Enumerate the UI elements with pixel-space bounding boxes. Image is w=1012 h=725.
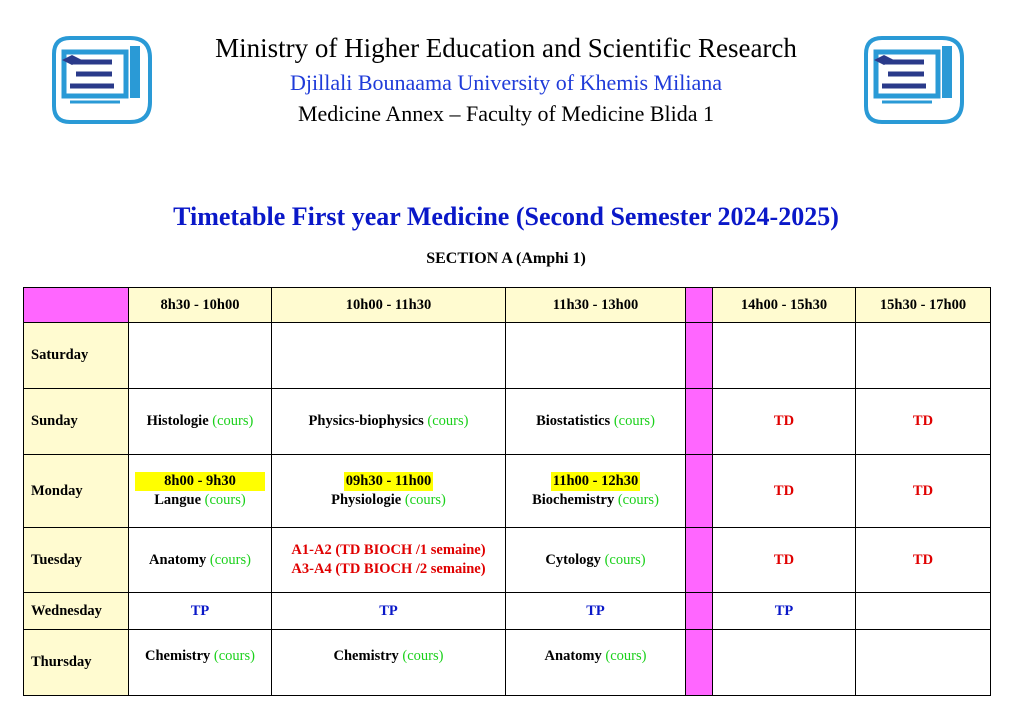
university-heading: Djillali Bounaama University of Khemis Miliana [290, 70, 722, 95]
tp-cell: TP [272, 593, 506, 630]
break-cell [686, 528, 713, 593]
table-cell [272, 630, 506, 696]
td-cell: TD [856, 389, 991, 455]
course-name: Cytology [545, 551, 601, 568]
course-name: Physiologie [331, 492, 402, 508]
td-cell: TD [856, 528, 991, 593]
table-cell [272, 528, 506, 593]
tp-cell: TP [129, 593, 272, 630]
slot-header: 14h00 - 15h30 [713, 288, 856, 323]
course-name: Anatomy [544, 648, 602, 664]
table-cell [506, 630, 686, 696]
course-name: Physics-biophysics [308, 413, 424, 429]
tp-cell: TP [506, 593, 686, 630]
course-tag: (cours) [604, 551, 646, 568]
time-highlight: 8h00 - 9h30 [135, 472, 265, 491]
timetable [23, 287, 991, 696]
course-name: Biostatistics [536, 413, 611, 429]
day-label: Tuesday [24, 528, 129, 593]
course-tag: (cours) [204, 492, 246, 508]
table-cell [129, 528, 272, 593]
table-cell [713, 323, 856, 389]
course-tag: (cours) [617, 492, 659, 508]
td-group-line: A1-A2 (TD BIOCH /1 semaine) [291, 542, 486, 558]
table-cell [856, 323, 991, 389]
td-cell: TD [856, 455, 991, 528]
day-label: Thursday [24, 630, 129, 696]
break-cell [686, 630, 713, 696]
table-cell [713, 630, 856, 696]
td-cell: TD [713, 455, 856, 528]
break-cell [686, 323, 713, 389]
course-name: Chemistry [145, 648, 211, 664]
day-label: Wednesday [24, 593, 129, 630]
course-tag: (cours) [213, 648, 255, 664]
course-tag: (cours) [613, 413, 655, 429]
table-cell [129, 323, 272, 389]
table-row-saturday [24, 323, 991, 389]
corner-cell [24, 288, 129, 323]
table-row-tuesday [24, 528, 991, 593]
course-name: Histologie [146, 413, 209, 429]
table-cell [506, 323, 686, 389]
course-name: Biochemistry [532, 492, 615, 508]
table-row-wednesday [24, 593, 991, 630]
break-cell [686, 455, 713, 528]
time-highlight: 09h30 - 11h00 [345, 473, 432, 489]
table-cell [272, 455, 506, 528]
course-tag: (cours) [212, 413, 254, 429]
table-cell [129, 455, 272, 528]
table-cell [129, 630, 272, 696]
td-group-line: A3-A4 (TD BIOCH /2 semaine) [291, 561, 486, 577]
timetable-title: Timetable First year Medicine (Second Semester 2024-2025) [173, 202, 839, 231]
course-tag: (cours) [404, 492, 446, 508]
table-cell [506, 389, 686, 455]
tp-cell: TP [713, 593, 856, 630]
break-cell [686, 389, 713, 455]
table-row-monday [24, 455, 991, 528]
slot-header: 10h00 - 11h30 [272, 288, 506, 323]
course-tag: (cours) [427, 413, 469, 429]
td-cell: TD [713, 389, 856, 455]
course-name: Anatomy [149, 551, 207, 568]
course-tag: (cours) [209, 551, 251, 568]
break-column-header [686, 288, 713, 323]
slot-header: 15h30 - 17h00 [856, 288, 991, 323]
break-cell [686, 593, 713, 630]
annex-heading: Medicine Annex – Faculty of Medicine Blida 1 [297, 101, 715, 126]
table-row-thursday [24, 630, 991, 696]
slot-header: 11h30 - 13h00 [506, 288, 686, 323]
section-label: SECTION A (Amphi 1) [426, 250, 586, 267]
table-cell [856, 593, 991, 630]
slot-header: 8h30 - 10h00 [129, 288, 272, 323]
table-row-sunday [24, 389, 991, 455]
day-label: Monday [24, 455, 129, 528]
table-cell [272, 389, 506, 455]
course-tag: (cours) [605, 648, 647, 664]
day-label: Saturday [24, 323, 129, 389]
time-highlight: 11h00 - 12h30 [552, 473, 639, 489]
course-name: Langue [154, 492, 202, 508]
course-tag: (cours) [402, 648, 444, 664]
university-logo-left [50, 32, 154, 128]
university-logo-right [862, 32, 966, 128]
td-cell: TD [713, 528, 856, 593]
table-cell [129, 389, 272, 455]
table-cell [506, 455, 686, 528]
header-row [24, 288, 991, 323]
table-cell [856, 630, 991, 696]
table-cell [506, 528, 686, 593]
day-label: Sunday [24, 389, 129, 455]
table-cell [272, 323, 506, 389]
ministry-heading: Ministry of Higher Education and Scientific Research [215, 33, 797, 63]
course-name: Chemistry [333, 648, 399, 664]
